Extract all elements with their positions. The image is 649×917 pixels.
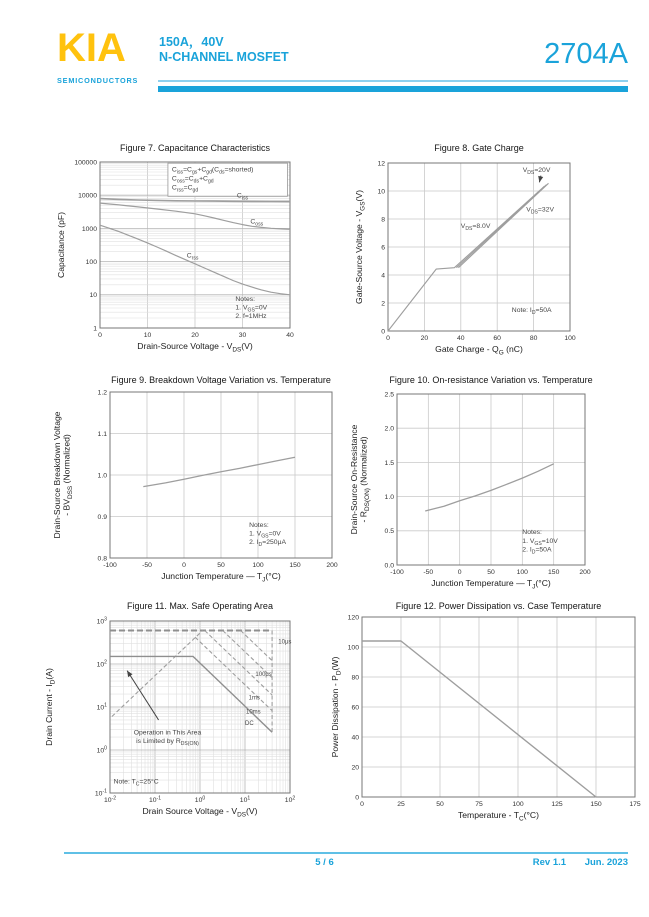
chart-notes	[114, 778, 159, 788]
chart-title: Figure 11. Max. Safe Operating Area	[127, 601, 273, 611]
svg-text:-50: -50	[142, 562, 152, 569]
svg-text:Operation in This Area: Operation in This Area	[133, 729, 202, 737]
y-axis-label: Capacitance (pF)	[56, 212, 66, 278]
svg-text:100: 100	[516, 569, 528, 576]
svg-text:10-2: 10-2	[103, 795, 117, 804]
svg-text:25: 25	[397, 801, 405, 808]
grid-lines	[362, 617, 635, 797]
x-axis-label: Junction Temperature — TJ(°C)	[161, 571, 281, 584]
svg-text:1.0: 1.0	[384, 494, 394, 501]
chart-annotation	[134, 729, 202, 747]
svg-text:2.5: 2.5	[384, 391, 394, 399]
svg-text:60: 60	[351, 704, 359, 712]
svg-text:0: 0	[386, 335, 390, 342]
svg-text:0: 0	[457, 569, 462, 576]
svg-text:0: 0	[98, 332, 102, 339]
svg-text:50: 50	[487, 569, 495, 576]
svg-text:1.5: 1.5	[384, 459, 394, 467]
chart-notes	[249, 522, 286, 548]
svg-text:100: 100	[85, 259, 97, 266]
x-axis-label: Gate Charge - QG (nC)	[435, 344, 523, 357]
svg-text:120: 120	[347, 614, 359, 622]
svg-text:75: 75	[475, 801, 483, 808]
footer-rule	[64, 852, 628, 854]
x-axis-label: Junction Temperature — TJ(°C)	[431, 578, 551, 591]
x-axis-label: Drain-Source Voltage - VDS(V)	[137, 341, 253, 354]
svg-text:100000: 100000	[74, 159, 97, 167]
chart-title: Figure 9. Breakdown Voltage Variation vs. Temperature	[111, 375, 331, 385]
svg-text:Note: ID=50A: Note: ID=50A	[511, 307, 552, 317]
footer-date-label: Jun. 2023	[584, 857, 628, 868]
y-axis-label: Power Dissipation - PD(W)	[330, 656, 343, 758]
svg-text:150: 150	[289, 562, 301, 569]
svg-text:1.2: 1.2	[97, 389, 107, 397]
svg-text:0.9: 0.9	[97, 513, 107, 521]
svg-text:100: 100	[564, 335, 576, 342]
svg-text:0: 0	[381, 328, 385, 336]
svg-text:102: 102	[284, 795, 296, 804]
svg-text:10: 10	[89, 292, 97, 300]
svg-text:Notes:: Notes:	[249, 521, 269, 529]
svg-text:Crss=Cgd: Crss=Cgd	[171, 184, 199, 194]
svg-text:Ciss=Cgs+Cgd(Cds=shorted): Ciss=Cgs+Cgd(Cds=shorted)	[171, 166, 254, 176]
svg-text:2: 2	[381, 300, 385, 308]
brand-logo: KIA	[57, 26, 126, 70]
chart-canvas-fig9	[48, 372, 350, 598]
svg-text:100: 100	[347, 644, 359, 652]
svg-text:1.0: 1.0	[97, 472, 107, 480]
svg-text:10000: 10000	[78, 192, 97, 200]
y-axis-label: Drain-Source Breakdown Voltage	[52, 411, 62, 539]
footer-rev-label: Rev 1.1	[532, 857, 567, 868]
header-rule-thin	[158, 80, 628, 82]
annotation-arrow	[127, 671, 158, 720]
y-axis-label: Drain-Source On-Resistance	[349, 424, 359, 535]
chart-title: Figure 10. On-resistance Variation vs. Temperature	[389, 375, 593, 385]
tick-labels	[385, 391, 591, 576]
svg-text:50: 50	[436, 801, 444, 808]
curve-label: 1ms	[248, 695, 260, 702]
svg-text:103: 103	[96, 616, 107, 626]
chart-canvas-fig11	[38, 598, 314, 838]
svg-text:2.0: 2.0	[384, 425, 394, 433]
svg-text:200: 200	[579, 569, 591, 576]
chart-canvas-fig7	[50, 140, 312, 372]
svg-text:Notes:: Notes:	[522, 529, 542, 537]
brand-logo-subtitle: SEMICONDUCTORS	[57, 76, 139, 85]
svg-text:1: 1	[93, 325, 97, 333]
curve-label: 10μs	[278, 639, 292, 646]
annotation-arrow	[538, 176, 543, 183]
svg-text:10: 10	[377, 188, 385, 196]
svg-text:102: 102	[96, 659, 107, 669]
figure-8-gate-charge-chart	[352, 140, 592, 372]
svg-text:1. VGS=10V: 1. VGS=10V	[522, 537, 558, 547]
curve-label: VDS=20V	[522, 167, 551, 177]
svg-text:50: 50	[217, 562, 225, 569]
curve-label: 10ms	[246, 709, 261, 716]
svg-text:10: 10	[143, 332, 152, 339]
svg-text:20: 20	[351, 764, 359, 772]
svg-text:80: 80	[529, 335, 538, 342]
svg-text:175: 175	[629, 801, 641, 808]
chart-title: Figure 7. Capacitance Characteristics	[119, 143, 271, 153]
chart-legend	[168, 163, 287, 196]
svg-text:101: 101	[96, 702, 107, 712]
series-rdson	[425, 464, 554, 511]
svg-text:2. f=1MHz: 2. f=1MHz	[235, 313, 267, 321]
svg-text:4: 4	[381, 272, 385, 280]
svg-text:0: 0	[182, 562, 186, 569]
curve-label: Crss	[186, 252, 199, 262]
chart-notes	[235, 296, 267, 320]
curve-label: DC	[245, 721, 254, 728]
grid-lines	[110, 392, 332, 558]
curve-label: Coss	[250, 218, 264, 228]
chart-notes	[512, 307, 552, 316]
svg-text:8: 8	[381, 216, 385, 224]
figure-10-on-resistance-chart	[338, 372, 634, 598]
chart-title: Figure 8. Gate Charge	[434, 143, 524, 153]
svg-text:Note: TC=25°C: Note: TC=25°C	[113, 778, 159, 788]
chart-canvas-fig8	[352, 140, 592, 372]
svg-text:-100: -100	[390, 569, 404, 576]
svg-text:100: 100	[194, 795, 206, 804]
svg-text:2. ID=50A: 2. ID=50A	[522, 546, 552, 556]
svg-text:20: 20	[420, 335, 429, 342]
svg-text:0.0: 0.0	[384, 562, 394, 570]
y-axis-label: Drain Current - ID(A)	[44, 668, 57, 746]
curve-label: Ciss	[236, 192, 249, 202]
svg-text:1000: 1000	[81, 225, 97, 233]
footer-page-number: 5 / 6	[315, 857, 334, 868]
svg-text:Notes:: Notes:	[235, 296, 256, 303]
svg-text:80: 80	[351, 674, 359, 682]
chart-title: Figure 12. Power Dissipation vs. Case Temperature	[395, 601, 602, 611]
svg-text:-100: -100	[103, 562, 117, 569]
svg-text:6: 6	[381, 244, 385, 252]
x-axis-label: Temperature - TC(°C)	[457, 810, 540, 823]
svg-text:150: 150	[590, 801, 602, 808]
svg-text:10-1: 10-1	[94, 788, 107, 798]
svg-text:12: 12	[377, 160, 385, 168]
tick-labels	[98, 389, 338, 569]
svg-text:101: 101	[239, 795, 251, 804]
svg-text:100: 100	[512, 801, 524, 808]
y-axis-label: Gate-Source Voltage - VGS(V)	[354, 190, 367, 304]
svg-text:200: 200	[326, 562, 338, 569]
x-axis-label: Drain Source Voltage - VDS(V)	[142, 806, 258, 819]
grid-lines	[110, 621, 290, 793]
footer-revision	[533, 857, 628, 868]
figure-7-capacitance-characteristics-chart	[50, 140, 312, 372]
svg-text:100: 100	[96, 745, 107, 755]
svg-text:20: 20	[191, 332, 199, 339]
chart-canvas-fig10	[338, 372, 634, 598]
y-axis-label: - BVDSS (Normalized)	[61, 434, 75, 516]
figure-12-power-dissipation-chart	[332, 598, 644, 838]
svg-text:Coss=Cds+Cgd: Coss=Cds+Cgd	[171, 175, 214, 185]
curve-label: VDS=32V	[526, 206, 555, 216]
svg-text:is Limited by RDS(ON): is Limited by RDS(ON)	[136, 738, 199, 748]
curve-label: 100μs	[255, 672, 272, 679]
svg-text:60: 60	[493, 335, 501, 342]
svg-text:40: 40	[457, 335, 465, 342]
figure-11-safe-operating-area-chart	[38, 598, 314, 838]
svg-text:150: 150	[548, 569, 560, 576]
series-pulse-1ms	[205, 631, 272, 696]
svg-text:0: 0	[360, 801, 364, 808]
part-rating: 150A，40V	[159, 35, 224, 49]
svg-text:1. VGS=0V: 1. VGS=0V	[235, 304, 268, 314]
figure-9-breakdown-voltage-chart	[48, 372, 350, 598]
svg-text:40: 40	[351, 734, 359, 742]
series-bvdss	[143, 457, 295, 486]
chart-canvas-fig12	[332, 598, 644, 838]
svg-text:1.1: 1.1	[97, 430, 107, 438]
svg-text:2. ID=250μA: 2. ID=250μA	[249, 539, 287, 549]
svg-text:0: 0	[355, 794, 359, 802]
part-number: 2704A	[544, 38, 628, 70]
svg-text:10-1: 10-1	[148, 795, 162, 804]
part-type: N-CHANNEL MOSFET	[159, 50, 289, 64]
tick-labels	[95, 617, 295, 804]
svg-text:40: 40	[286, 332, 294, 339]
svg-text:-50: -50	[423, 569, 434, 576]
svg-text:0.8: 0.8	[97, 555, 107, 563]
header-rule-thick	[158, 86, 628, 92]
svg-text:125: 125	[551, 801, 563, 808]
svg-text:30: 30	[238, 332, 247, 339]
svg-text:1. VGS=0V: 1. VGS=0V	[249, 530, 281, 540]
y-axis-label: - RDS(ON) (Normalized)	[358, 436, 372, 523]
tick-labels	[348, 614, 641, 808]
chart-notes	[522, 529, 558, 555]
curve-label: VDS=8.0V	[460, 223, 491, 233]
svg-text:100: 100	[252, 562, 264, 569]
svg-text:0.5: 0.5	[384, 528, 394, 536]
